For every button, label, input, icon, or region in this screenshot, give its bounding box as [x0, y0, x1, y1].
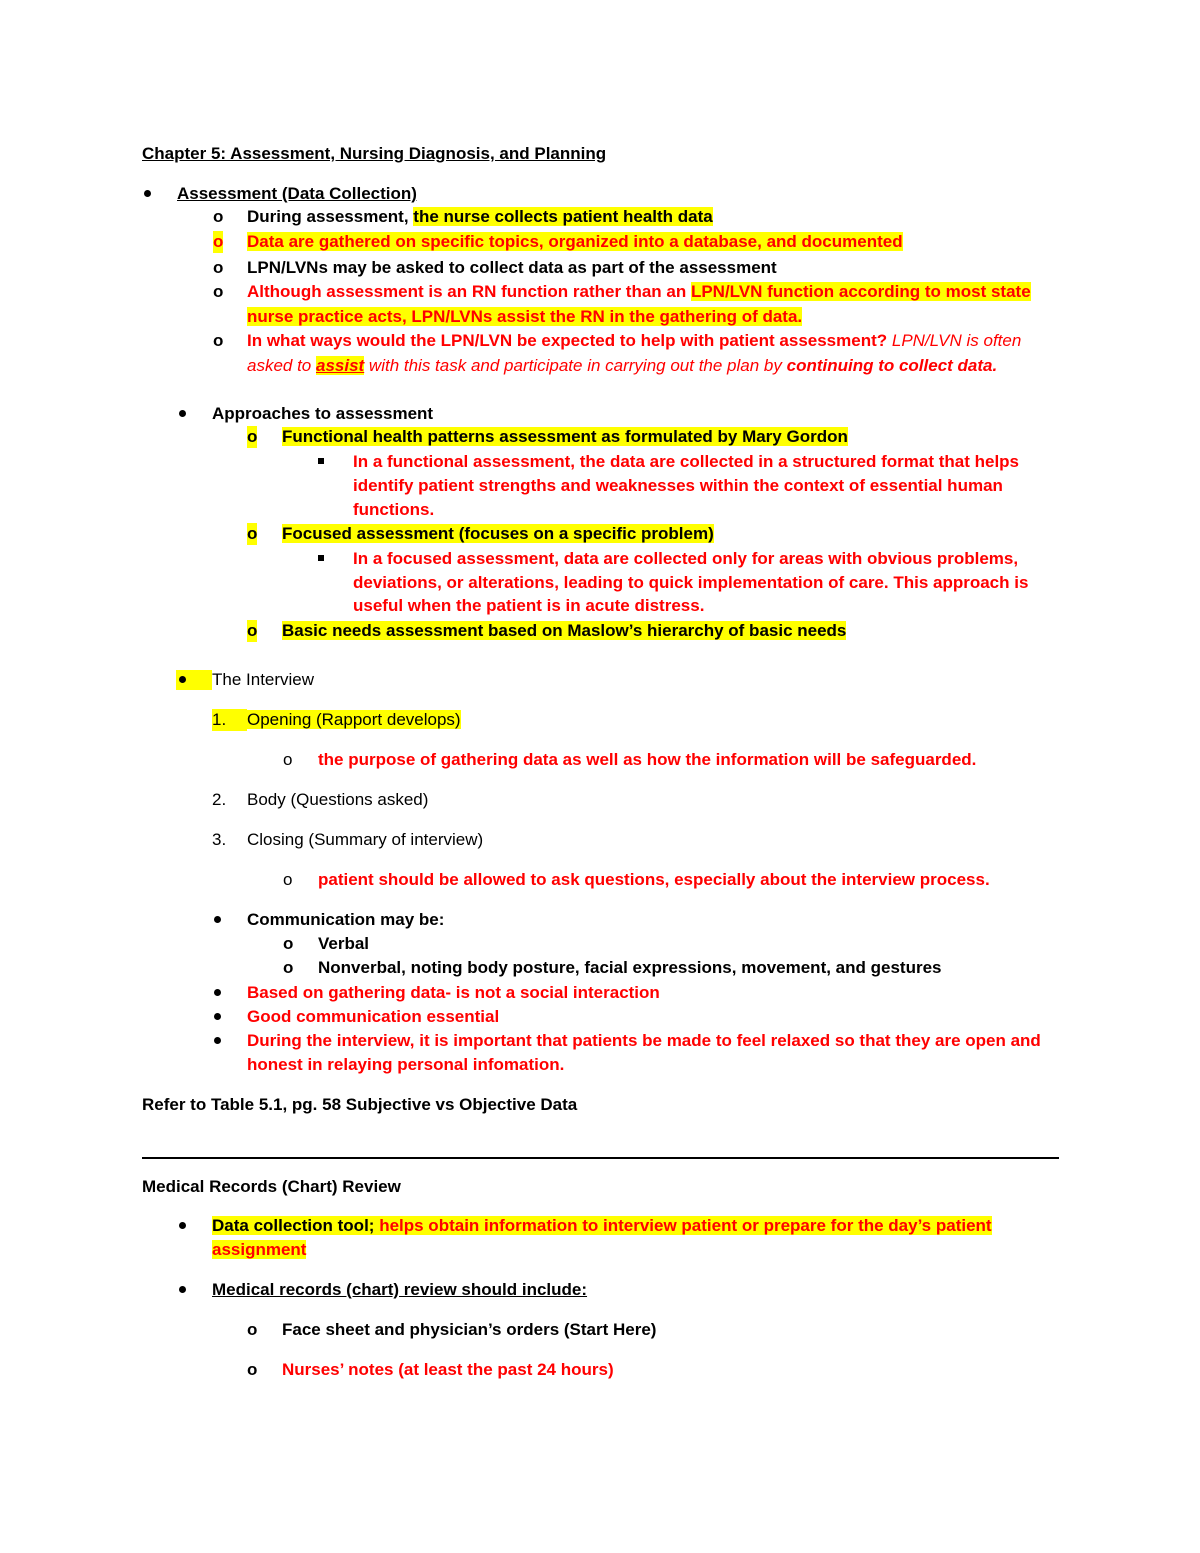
list-item: Closing (Summary of interview) [247, 830, 484, 849]
list-item: Data are gathered on specific topics, organized into a database, and documented [247, 232, 903, 251]
section-heading-medical-records: Medical Records (Chart) Review [142, 1177, 401, 1196]
list-item: Face sheet and physician’s orders (Start Here) [282, 1320, 657, 1339]
list-item: Although assessment is an RN function rather than an LPN/LVN function according to most state [247, 282, 1031, 301]
list-item: LPN/LVNs may be asked to collect data as part of the assessment [247, 258, 777, 277]
list-item: In what ways would the LPN/LVN be expected to help with patient assessment? LPN/LVN is often [247, 331, 1022, 350]
bullet-o: o [247, 1320, 258, 1339]
bullet-disc [179, 1286, 186, 1293]
list-item: Data collection tool; helps obtain information to interview patient or prepare for the day’s patient [212, 1216, 992, 1235]
list-item: Basic needs assessment based on Maslow’s hierarchy of basic needs [282, 621, 847, 640]
bullet-disc [214, 1013, 221, 1020]
list-item: During assessment, the nurse collects patient health data [247, 207, 713, 226]
list-item: Focused assessment (focuses on a specific problem) [282, 524, 714, 543]
bullet-o: o [283, 750, 293, 769]
bullet-o: o [283, 934, 294, 953]
bullet-disc [214, 1037, 221, 1044]
list-item: In a focused assessment, data are collected only for areas with obvious problems, [353, 549, 1019, 568]
bullet-o: o [283, 870, 293, 889]
list-number: 2. [212, 790, 227, 809]
bullet-o: o [213, 258, 224, 277]
bullet-o: o [283, 958, 294, 977]
bullet-disc [179, 410, 186, 417]
list-item-continued: honest in relaying personal infomation. [247, 1055, 565, 1074]
bullet-o: o [213, 331, 224, 350]
page-title: Chapter 5: Assessment, Nursing Diagnosis, and Planning [142, 144, 607, 163]
bullet-o: o [247, 524, 258, 543]
list-item-continued: identify patient strengths and weaknesses within the context of essential human [353, 476, 1003, 495]
list-item: Communication may be: [247, 910, 445, 929]
bullet-o: o [213, 207, 224, 226]
bullet-square [318, 458, 324, 464]
list-item: During the interview, it is important that patients be made to feel relaxed so that they are open and [247, 1031, 1041, 1050]
list-item: Based on gathering data- is not a social interaction [247, 983, 660, 1002]
list-item: the purpose of gathering data as well as how the information will be safeguarded. [318, 750, 977, 769]
list-item: Nurses’ notes (at least the past 24 hours) [282, 1360, 614, 1379]
bullet-disc [214, 989, 221, 996]
list-item: Body (Questions asked) [247, 790, 429, 809]
list-item-continued: functions. [353, 500, 435, 519]
horizontal-rule [142, 1157, 1059, 1159]
bullet-o: o [247, 427, 258, 446]
list-item: Nonverbal, noting body posture, facial expressions, movement, and gestures [318, 958, 942, 977]
section-heading-approaches: Approaches to assessment [212, 404, 434, 423]
reference-note: Refer to Table 5.1, pg. 58 Subjective vs Objective Data [142, 1095, 578, 1114]
list-item: Functional health patterns assessment as formulated by Mary Gordon [282, 427, 848, 446]
list-item-continued: deviations, or alterations, leading to quick implementation of care. This approach is [353, 573, 1029, 592]
bullet-o: o [247, 621, 258, 640]
list-item: Good communication essential [247, 1007, 500, 1026]
bullet-o: o [247, 1360, 258, 1379]
list-item-continued: assignment [212, 1240, 307, 1259]
list-item-continued: asked to assist with this task and participate in carrying out the plan by continuing to collect data. [247, 356, 998, 375]
section-heading-assessment: Assessment (Data Collection) [177, 184, 417, 203]
list-number: 1. [212, 709, 247, 731]
bullet-square [318, 555, 324, 561]
list-item: Verbal [318, 934, 370, 953]
bullet-o: o [213, 232, 224, 251]
list-item: patient should be allowed to ask questions, especially about the interview process. [318, 870, 990, 889]
bullet-disc [179, 676, 186, 683]
bullet-disc [214, 916, 221, 923]
list-item-continued: useful when the patient is in acute distress. [353, 596, 705, 615]
list-item: Medical records (chart) review should include: [212, 1280, 588, 1299]
section-heading-interview: The Interview [212, 670, 315, 689]
list-item: Opening (Rapport develops) [247, 710, 461, 729]
bullet-disc [144, 190, 151, 197]
bullet-o: o [213, 282, 224, 301]
bullet-disc [179, 1222, 186, 1229]
list-number: 3. [212, 830, 227, 849]
list-item: In a functional assessment, the data are collected in a structured format that helps [353, 452, 1020, 471]
list-item-continued: nurse practice acts, LPN/LVNs assist the RN in the gathering of data. [247, 307, 803, 326]
